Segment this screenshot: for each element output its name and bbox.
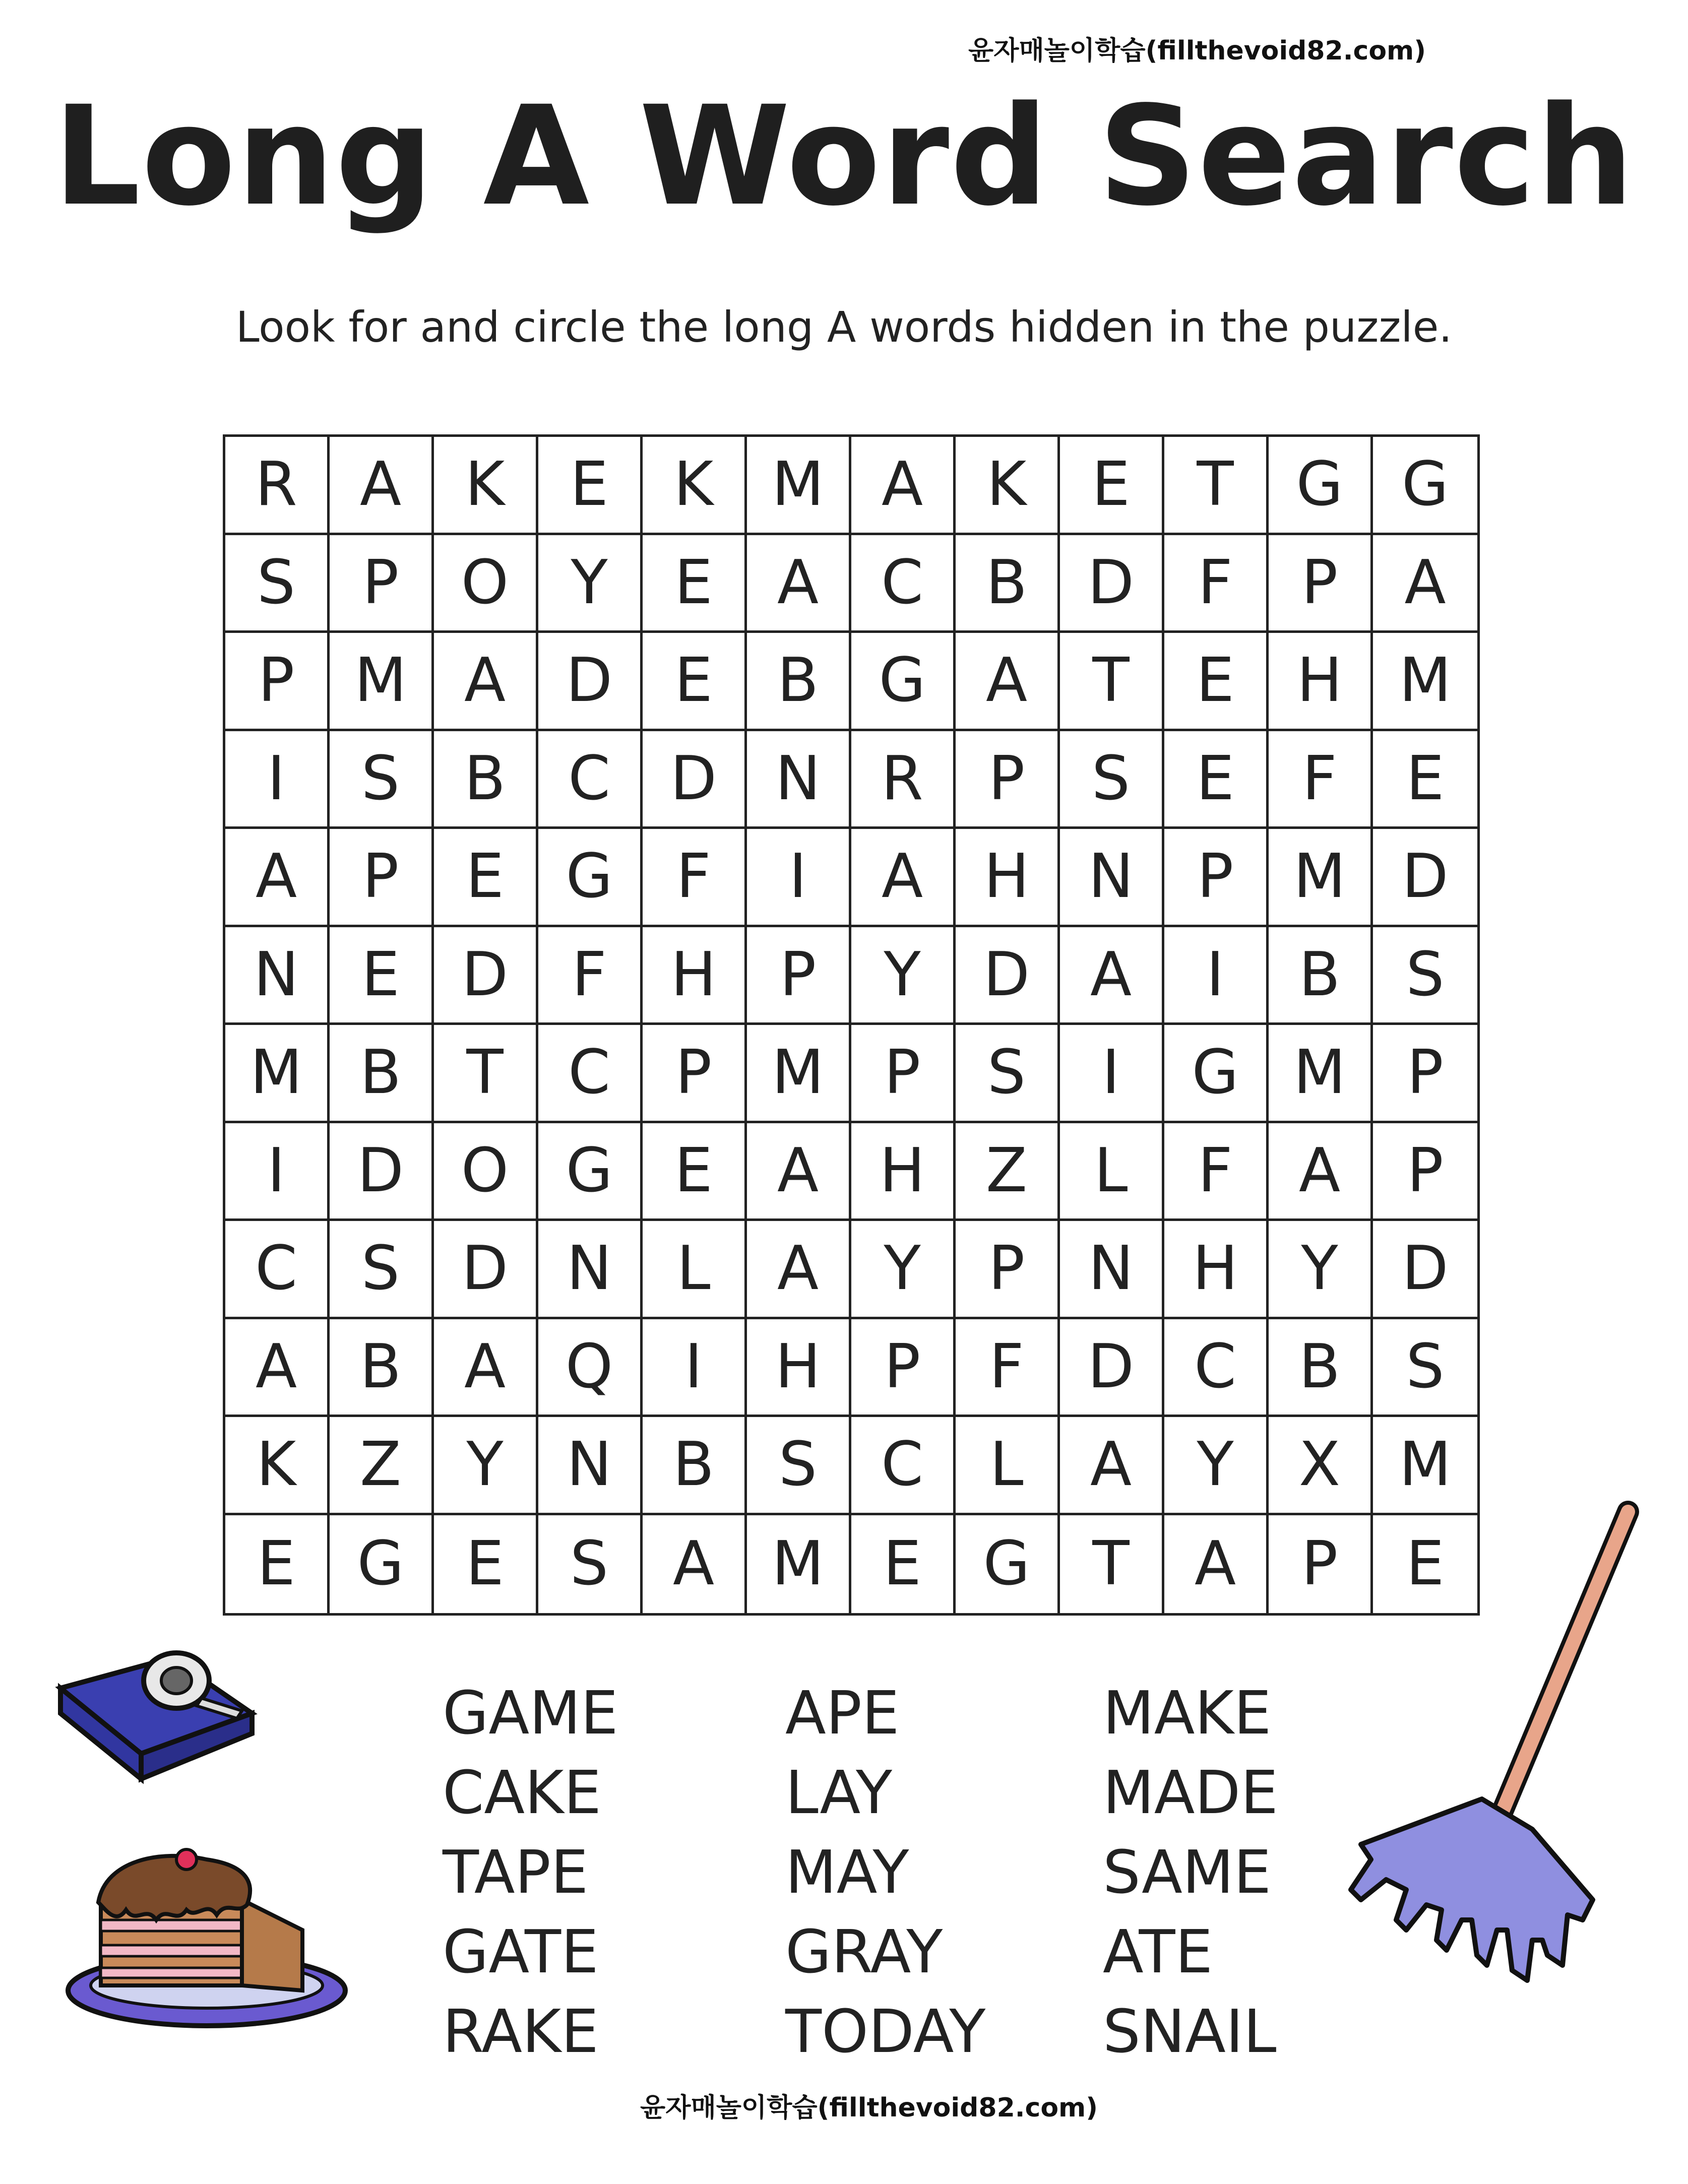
grid-cell[interactable]: H (956, 829, 1060, 927)
grid-cell[interactable]: E (330, 927, 434, 1025)
grid-cell[interactable]: E (643, 1123, 747, 1222)
grid-cell[interactable]: G (1269, 437, 1373, 535)
word-list-item: LAY (785, 1758, 893, 1827)
grid-cell[interactable]: A (434, 633, 538, 731)
word-list-item: MAKE (1103, 1678, 1272, 1748)
grid-cell[interactable]: Y (1269, 1221, 1373, 1319)
word-list-item: SNAIL (1103, 1997, 1277, 2066)
grid-cell[interactable]: D (1060, 535, 1164, 633)
word-list-item: GRAY (785, 1917, 943, 1986)
grid-cell[interactable]: E (538, 437, 643, 535)
grid-cell[interactable]: E (1373, 731, 1477, 829)
grid-cell[interactable]: A (851, 437, 956, 535)
grid-cell[interactable]: I (225, 1123, 330, 1222)
grid-cell[interactable]: D (956, 927, 1060, 1025)
word-list-item: MADE (1103, 1758, 1278, 1827)
grid-cell[interactable]: K (643, 437, 747, 535)
grid-cell[interactable]: C (225, 1221, 330, 1319)
grid-cell[interactable]: B (643, 1417, 747, 1515)
grid-cell[interactable]: C (851, 535, 956, 633)
grid-cell[interactable]: E (851, 1515, 956, 1614)
grid-cell[interactable]: Z (330, 1417, 434, 1515)
grid-cell[interactable]: A (330, 437, 434, 535)
grid-cell[interactable]: Y (851, 1221, 956, 1319)
grid-cell[interactable]: H (1269, 633, 1373, 731)
grid-cell[interactable]: A (225, 829, 330, 927)
grid-cell[interactable]: F (643, 829, 747, 927)
word-list-item: GAME (443, 1678, 618, 1748)
grid-cell[interactable]: C (851, 1417, 956, 1515)
grid-cell[interactable]: O (434, 1123, 538, 1222)
grid-cell[interactable]: P (643, 1025, 747, 1123)
word-list-item: RAKE (443, 1997, 599, 2066)
grid-cell[interactable]: M (330, 633, 434, 731)
grid-cell[interactable]: T (1060, 633, 1164, 731)
grid-cell[interactable]: P (956, 1221, 1060, 1319)
grid-cell[interactable]: C (538, 731, 643, 829)
grid-cell[interactable]: A (747, 1123, 851, 1222)
grid-cell[interactable]: M (747, 437, 851, 535)
grid-cell[interactable]: T (1164, 437, 1269, 535)
word-list-item: GATE (443, 1917, 599, 1986)
grid-cell[interactable]: D (1373, 1221, 1477, 1319)
grid-cell[interactable]: A (1060, 1417, 1164, 1515)
cake-icon (60, 1839, 358, 2031)
grid-cell[interactable]: M (747, 1515, 851, 1614)
grid-cell[interactable]: Q (538, 1319, 643, 1418)
grid-cell[interactable]: Y (538, 535, 643, 633)
grid-cell[interactable]: B (956, 535, 1060, 633)
grid-cell[interactable]: D (1060, 1319, 1164, 1418)
word-list-column-1 (443, 1673, 618, 2071)
grid-cell[interactable]: P (851, 1025, 956, 1123)
grid-cell[interactable]: L (1060, 1123, 1164, 1222)
grid-cell[interactable]: S (1373, 1319, 1477, 1418)
grid-cell[interactable]: L (956, 1417, 1060, 1515)
grid-cell[interactable]: S (1373, 927, 1477, 1025)
grid-cell[interactable]: A (1164, 1515, 1269, 1614)
grid-cell[interactable]: E (434, 829, 538, 927)
grid-cell[interactable]: A (1060, 927, 1164, 1025)
grid-cell[interactable]: G (330, 1515, 434, 1614)
grid-cell[interactable]: Y (434, 1417, 538, 1515)
grid-cell[interactable]: D (330, 1123, 434, 1222)
grid-cell[interactable]: B (747, 633, 851, 731)
grid-cell[interactable]: Y (1164, 1417, 1269, 1515)
grid-cell[interactable]: I (1060, 1025, 1164, 1123)
grid-cell[interactable]: T (1060, 1515, 1164, 1614)
grid-cell[interactable]: G (956, 1515, 1060, 1614)
grid-cell[interactable]: G (1164, 1025, 1269, 1123)
grid-cell[interactable]: S (330, 731, 434, 829)
grid-cell[interactable]: I (1164, 927, 1269, 1025)
word-list-item: MAY (785, 1837, 909, 1907)
grid-cell[interactable]: P (851, 1319, 956, 1418)
grid-cell[interactable]: D (434, 1221, 538, 1319)
grid-cell[interactable]: C (1164, 1319, 1269, 1418)
grid-cell[interactable]: E (643, 633, 747, 731)
grid-cell[interactable]: B (330, 1319, 434, 1418)
grid-cell[interactable]: N (747, 731, 851, 829)
grid-cell[interactable]: B (330, 1025, 434, 1123)
grid-cell[interactable]: Y (851, 927, 956, 1025)
grid-cell[interactable]: M (1373, 1417, 1477, 1515)
grid-cell[interactable]: B (1269, 1319, 1373, 1418)
grid-cell[interactable]: E (1406, 1529, 1445, 1599)
grid-cell[interactable]: D (643, 731, 747, 829)
grid-cell[interactable]: G (538, 1123, 643, 1222)
grid-cell[interactable]: R (225, 437, 330, 535)
grid-cell[interactable]: F (538, 927, 643, 1025)
grid-cell[interactable]: S (956, 1025, 1060, 1123)
word-list-item: CAKE (443, 1758, 602, 1827)
grid-cell[interactable]: M (1373, 633, 1477, 731)
word-list-column-3 (1103, 1673, 1278, 2071)
grid-cell[interactable]: A (1373, 535, 1477, 633)
grid-cell[interactable]: M (1269, 829, 1373, 927)
grid-cell[interactable]: G (851, 633, 956, 731)
grid-cell[interactable]: N (538, 1417, 643, 1515)
rake-icon (1331, 1497, 1653, 2011)
grid-cell[interactable]: S (330, 1221, 434, 1319)
grid-cell[interactable]: A (956, 633, 1060, 731)
grid-cell[interactable]: K (434, 437, 538, 535)
grid-cell[interactable]: E (434, 1515, 538, 1614)
site-credit-bottom: 윤자매놀이학습(fillthevoid82.com) (640, 2093, 1098, 2123)
grid-cell[interactable]: N (538, 1221, 643, 1319)
grid-cell[interactable]: H (1164, 1221, 1269, 1319)
grid-cell[interactable]: E (1164, 731, 1269, 829)
tape-dispenser-icon (50, 1628, 267, 1799)
grid-cell[interactable]: F (1269, 731, 1373, 829)
grid-cell[interactable]: D (538, 633, 643, 731)
word-list-item: APE (785, 1678, 900, 1748)
grid-cell[interactable]: L (643, 1221, 747, 1319)
page-title: Long A Word Search (53, 77, 1635, 236)
word-list-item: TODAY (785, 1997, 986, 2066)
grid-cell[interactable]: S (538, 1515, 643, 1614)
grid-cell[interactable]: E (225, 1515, 330, 1614)
grid-cell[interactable]: A (747, 535, 851, 633)
grid-cell[interactable]: I (747, 829, 851, 927)
grid-cell[interactable]: H (643, 927, 747, 1025)
grid-cell[interactable]: P (225, 633, 330, 731)
grid-cell[interactable]: S (747, 1417, 851, 1515)
grid-cell[interactable]: S (225, 535, 330, 633)
grid-cell[interactable]: O (434, 535, 538, 633)
grid-cell[interactable]: F (1164, 535, 1269, 633)
grid-cell[interactable]: A (1269, 1123, 1373, 1222)
grid-cell[interactable]: E (1164, 633, 1269, 731)
word-list-item: TAPE (443, 1837, 589, 1907)
grid-cell[interactable]: B (434, 731, 538, 829)
grid-cell[interactable]: A (434, 1319, 538, 1418)
grid-cell[interactable]: I (225, 731, 330, 829)
grid-cell[interactable]: P (330, 829, 434, 927)
word-list-column-2 (785, 1673, 985, 2071)
grid-cell[interactable]: N (225, 927, 330, 1025)
grid-cell[interactable]: P (1269, 1515, 1373, 1614)
grid-cell[interactable]: P (1373, 1025, 1477, 1123)
grid-cell[interactable]: G (1373, 437, 1477, 535)
grid-cell[interactable]: D (1373, 829, 1477, 927)
grid-cell[interactable]: S (1060, 731, 1164, 829)
word-search-grid (223, 434, 1480, 1616)
grid-cell[interactable]: F (956, 1319, 1060, 1418)
word-list-item: ATE (1103, 1917, 1213, 1986)
grid-cell[interactable]: R (851, 731, 956, 829)
grid-cell[interactable]: P (747, 927, 851, 1025)
grid-cell[interactable]: M (225, 1025, 330, 1123)
word-list-item: SAME (1103, 1837, 1272, 1907)
grid-cell[interactable]: B (1269, 927, 1373, 1025)
grid-cell[interactable]: X (1269, 1417, 1373, 1515)
grid-cell[interactable]: I (643, 1319, 747, 1418)
grid-cell[interactable]: M (747, 1025, 851, 1123)
grid-cell[interactable]: C (538, 1025, 643, 1123)
grid-cell[interactable]: M (1269, 1025, 1373, 1123)
grid-cell[interactable]: A (851, 829, 956, 927)
grid-cell[interactable]: P (1269, 535, 1373, 633)
grid-cell[interactable]: H (851, 1123, 956, 1222)
grid-cell[interactable]: G (538, 829, 643, 927)
grid-cell[interactable]: P (956, 731, 1060, 829)
grid-cell[interactable]: F (1164, 1123, 1269, 1222)
grid-cell[interactable]: A (643, 1515, 747, 1614)
grid-cell[interactable]: N (1060, 829, 1164, 927)
grid-cell[interactable]: A (747, 1221, 851, 1319)
grid-cell[interactable]: H (747, 1319, 851, 1418)
grid-cell[interactable]: N (1060, 1221, 1164, 1319)
grid-cell[interactable]: T (434, 1025, 538, 1123)
grid-cell[interactable]: P (1373, 1123, 1477, 1222)
instructions: Look for and circle the long A words hidden in the puzzle. (235, 302, 1453, 352)
grid-cell[interactable]: E (1060, 437, 1164, 535)
grid-cell[interactable]: K (956, 437, 1060, 535)
grid-cell[interactable]: D (434, 927, 538, 1025)
site-credit-top: 윤자매놀이학습(fillthevoid82.com) (968, 36, 1426, 66)
grid-cell[interactable]: P (330, 535, 434, 633)
grid-cell[interactable]: A (225, 1319, 330, 1418)
grid-cell[interactable]: E (643, 535, 747, 633)
grid-cell[interactable]: P (1164, 829, 1269, 927)
grid-cell[interactable]: K (225, 1417, 330, 1515)
grid-cell[interactable]: Z (956, 1123, 1060, 1222)
